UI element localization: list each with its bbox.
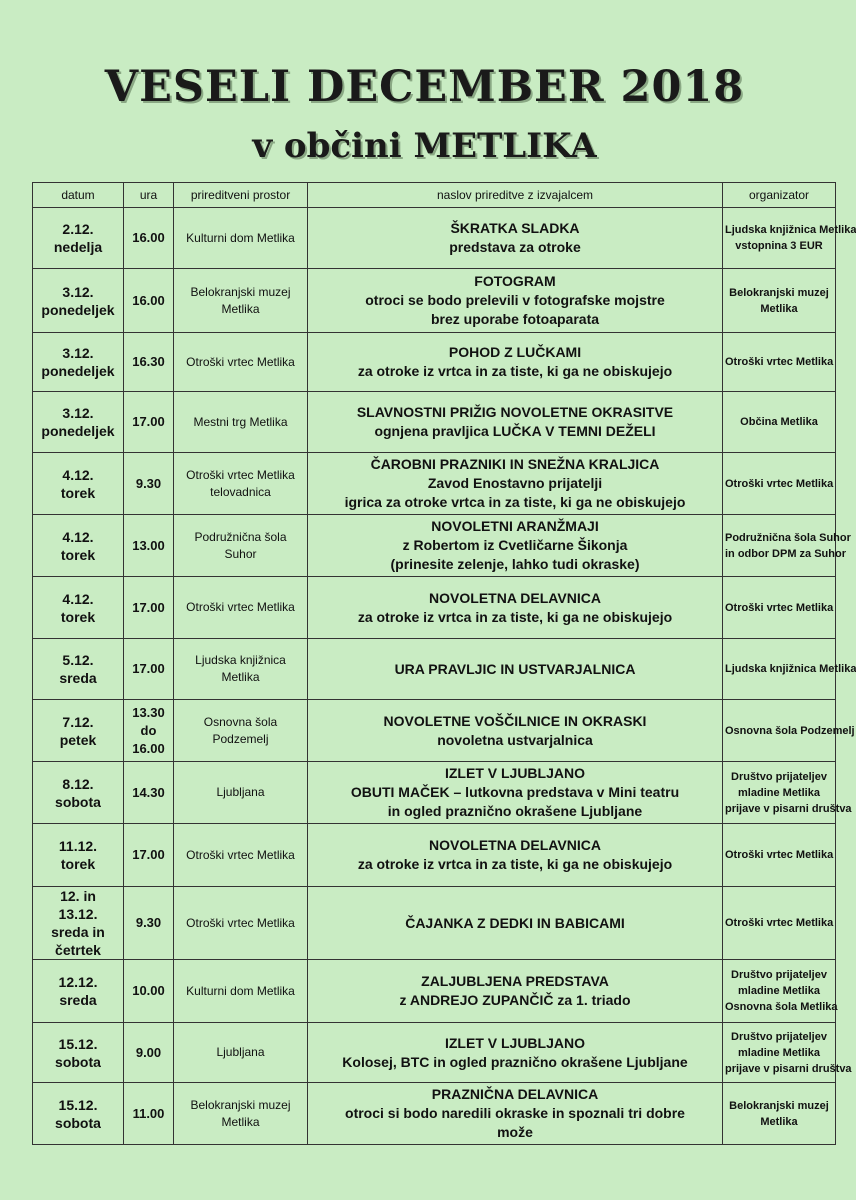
event-title-cell <box>308 887 723 960</box>
organizer-cell-line: vstopnina 3 EUR <box>735 240 823 252</box>
venue-cell-line: Belokranjski muzej <box>190 284 291 299</box>
event-title-cell <box>308 824 723 887</box>
venue-cell-line: Otroški vrtec Metlika <box>186 915 295 930</box>
column-header-title: naslov prireditve z izvajalcem <box>308 183 723 208</box>
venue-cell-line: Podružnična šola <box>194 529 287 544</box>
event-title-cell-line: Kolosej, BTC in ogled praznično okrašene Ljubljane <box>342 1053 688 1070</box>
time-cell-line: do <box>140 722 157 738</box>
date-cell-line: 8.12. <box>62 775 94 792</box>
event-title-cell-line: za otroke iz vrtca in za tiste, ki ga ne obiskujejo <box>357 608 673 625</box>
time-cell-line: 17.00 <box>132 599 165 615</box>
date-cell-line: 12.12. <box>58 974 98 990</box>
time-cell-line: 17.00 <box>132 847 165 862</box>
column-header-venue: prireditveni prostor <box>174 183 308 208</box>
organizer-cell-line: Belokranjski muzej <box>729 286 829 299</box>
event-title-cell <box>308 269 723 333</box>
organizer-cell-line: Podružnična šola Suhor <box>725 531 851 544</box>
page-subtitle: v občini METLIKA <box>252 126 597 166</box>
date-cell <box>33 515 124 577</box>
date-cell <box>33 762 124 824</box>
venue-cell <box>174 762 308 824</box>
venue-cell <box>174 1023 308 1083</box>
event-title-cell-line: ŠKRATKA SLADKA <box>450 220 580 236</box>
venue-cell <box>174 824 308 887</box>
time-cell <box>124 515 174 577</box>
venue-cell-line: Otroški vrtec Metlika <box>186 354 295 369</box>
event-title-cell <box>308 515 723 577</box>
table-header-row <box>33 183 836 208</box>
event-title-cell-line: ČAROBNI PRAZNIKI IN SNEŽNA KRALJICA <box>370 456 660 472</box>
event-title-cell-line: FOTOGRAM <box>474 273 556 289</box>
date-cell-line: 13.12. <box>58 906 98 922</box>
venue-cell-line: Podzemelj <box>212 731 269 746</box>
date-cell-line: 4.12. <box>62 466 94 483</box>
event-title-cell-line: za otroke iz vrtca in za tiste, ki ga ne obiskujejo <box>357 856 673 872</box>
event-title-cell-line: otroci se bodo prelevili v fotografske mojstre <box>365 292 665 308</box>
event-title-cell-line: ČAJANKA Z DEDKI IN BABICAMI <box>405 914 625 931</box>
organizer-cell-line: Osnovna šola Metlika <box>725 1001 838 1013</box>
time-cell-line: 13.00 <box>132 537 165 553</box>
organizer-cell-line: Otroški vrtec Metlika <box>725 917 834 929</box>
event-title-cell-line: in ogled praznično okrašene Ljubljane <box>387 803 643 819</box>
date-cell <box>33 887 124 960</box>
organizer-cell <box>723 333 836 392</box>
time-cell <box>124 1023 174 1083</box>
date-cell-line: 4.12. <box>62 590 94 607</box>
date-cell <box>33 1083 124 1145</box>
venue-cell-line: Metlika <box>221 1114 260 1129</box>
date-cell-line: 15.12. <box>58 1096 98 1113</box>
time-cell <box>124 824 174 887</box>
venue-cell <box>174 269 308 333</box>
event-title-cell-line: NOVOLETNE VOŠČILNICE IN OKRASKI <box>383 712 647 729</box>
table-row <box>33 208 836 269</box>
time-cell <box>124 577 174 639</box>
venue-cell <box>174 639 308 700</box>
event-title-cell-line: IZLET V LJUBLJANO <box>444 1034 585 1051</box>
date-cell-line: nedelja <box>53 239 103 255</box>
event-title-cell-line: za otroke iz vrtca in za tiste, ki ga ne obiskujejo <box>357 363 673 379</box>
date-cell-line: 11.12. <box>58 838 98 854</box>
date-cell <box>33 824 124 887</box>
table-row <box>33 453 836 515</box>
table-row <box>33 515 836 577</box>
column-header-organizer: organizator <box>723 183 836 208</box>
time-cell-line: 17.00 <box>132 414 165 429</box>
date-cell-line: 3.12. <box>62 405 94 421</box>
event-title-cell-line: POHOD Z LUČKAMI <box>448 344 582 360</box>
table-row <box>33 1023 836 1083</box>
event-title-cell-line: ognjena pravljica LUČKA V TEMNI DEŽELI <box>374 423 656 439</box>
organizer-cell <box>723 269 836 333</box>
time-cell-line: 9.30 <box>135 915 162 930</box>
time-cell-line: 13.30 <box>132 704 165 720</box>
organizer-cell <box>723 453 836 515</box>
venue-cell-line: Suhor <box>224 546 257 561</box>
venue-cell-line: telovadnica <box>210 484 271 499</box>
date-cell-line: ponedeljek <box>41 301 115 318</box>
date-cell-line: ponedeljek <box>41 363 115 379</box>
venue-cell <box>174 1083 308 1145</box>
date-cell <box>33 577 124 639</box>
time-cell-line: 16.00 <box>132 292 165 308</box>
organizer-cell-line: Društvo prijateljev <box>731 770 827 783</box>
time-cell-line: 14.30 <box>132 784 165 800</box>
venue-cell <box>174 515 308 577</box>
organizer-cell <box>723 208 856 269</box>
date-cell-line: sobota <box>55 1053 101 1070</box>
venue-cell <box>174 960 308 1023</box>
table-row <box>33 392 836 453</box>
date-cell <box>33 269 124 333</box>
organizer-cell-line: Ljudska knjižnica Metlika <box>725 663 856 675</box>
event-title-cell <box>308 1023 723 1083</box>
table-row <box>33 887 836 960</box>
time-cell <box>124 1083 174 1145</box>
organizer-cell <box>723 700 855 762</box>
venue-cell-line: Kulturni dom Metlika <box>186 983 295 998</box>
organizer-cell-line: Otroški vrtec Metlika <box>725 601 834 614</box>
date-cell-line: petek <box>59 731 97 748</box>
event-title-cell <box>308 333 723 392</box>
time-cell <box>124 333 174 392</box>
date-cell-line: 7.12. <box>62 713 94 730</box>
time-cell <box>124 392 174 453</box>
venue-cell <box>174 208 308 269</box>
time-cell <box>124 960 174 1023</box>
time-cell <box>124 269 174 333</box>
venue-cell-line: Ljudska knjižnica <box>195 653 286 667</box>
date-cell <box>33 960 124 1023</box>
date-cell-line: 2.12. <box>62 221 94 237</box>
page-title: VESELI DECEMBER 2018 <box>104 62 745 112</box>
table-row <box>33 1083 836 1145</box>
event-title-cell-line: Zavod Enostavno prijatelji <box>427 475 603 491</box>
event-title-cell-line: URA PRAVLJIC IN USTVARJALNICA <box>394 660 636 677</box>
table-row <box>33 577 836 639</box>
table-row <box>33 333 836 392</box>
venue-cell-line: Otroški vrtec Metlika <box>186 600 295 614</box>
time-cell-line: 16.30 <box>132 354 165 369</box>
venue-cell <box>174 453 308 515</box>
organizer-cell-line: Društvo prijateljev <box>731 1030 827 1043</box>
venue-cell-line: Metlika <box>221 301 260 316</box>
event-title-cell-line: OBUTI MAČEK – lutkovna predstava v Mini teatru <box>350 784 680 800</box>
event-title-cell-line: z Robertom iz Cvetličarne Šikonja <box>402 537 628 553</box>
event-title-cell-line: može <box>497 1124 533 1140</box>
date-cell-line: četrtek <box>55 942 101 958</box>
event-title-cell-line: SLAVNOSTNI PRIŽIG NOVOLETNE OKRASITVE <box>356 404 674 420</box>
date-cell-line: sreda in <box>51 924 105 940</box>
organizer-cell-line: Občina Metlika <box>740 416 818 428</box>
date-cell-line: torek <box>60 608 96 625</box>
venue-cell-line: Kulturni dom Metlika <box>186 230 295 245</box>
organizer-cell <box>723 762 852 824</box>
organizer-cell-line: Osnovna šola Podzemelj <box>725 724 855 737</box>
table-row <box>33 700 836 762</box>
time-cell-line: 9.00 <box>135 1044 162 1060</box>
organizer-cell-line: Metlika <box>760 302 798 315</box>
event-title-cell <box>308 208 723 269</box>
organizer-cell-line: prijave v pisarni društva <box>725 1062 852 1075</box>
time-cell <box>124 639 174 700</box>
venue-cell <box>174 333 308 392</box>
event-title-cell-line: (prinesite zelenje, lahko tudi okraske) <box>390 556 640 572</box>
event-title-cell-line: igrica za otroke vrtca in za tiste, ki ga ne obiskujejo <box>344 494 686 510</box>
table-row <box>33 762 836 824</box>
venue-cell <box>174 577 308 639</box>
organizer-cell-line: mladine Metlika <box>738 985 820 997</box>
date-cell-line: sobota <box>55 1114 101 1131</box>
venue-cell-line: Osnovna šola <box>203 714 278 729</box>
venue-cell-line: Ljubljana <box>216 1045 265 1059</box>
event-title-cell-line: ZALJUBLJENA PREDSTAVA <box>421 973 609 989</box>
event-title-cell <box>308 960 723 1023</box>
organizer-cell-line: mladine Metlika <box>738 786 820 799</box>
time-cell <box>124 208 174 269</box>
event-title-cell-line: IZLET V LJUBLJANO <box>444 765 585 781</box>
date-cell-line: sreda <box>59 670 97 686</box>
date-cell-line: torek <box>60 484 96 501</box>
time-cell-line: 16.00 <box>132 230 165 245</box>
date-cell-line: sobota <box>55 793 101 810</box>
organizer-cell <box>723 577 836 639</box>
event-title-cell <box>308 762 723 824</box>
organizer-cell <box>723 1023 852 1083</box>
date-cell-line: sreda <box>59 992 97 1008</box>
organizer-cell-line: mladine Metlika <box>738 1046 820 1059</box>
event-title-cell-line: brez uporabe fotoaparata <box>430 311 600 327</box>
event-title-cell-line: predstava za otroke <box>449 239 581 255</box>
event-title-cell <box>308 392 723 453</box>
date-cell-line: 3.12. <box>62 283 94 300</box>
events-table <box>32 182 856 1145</box>
organizer-cell-line: Otroški vrtec Metlika <box>725 356 834 368</box>
event-title-cell-line: NOVOLETNA DELAVNICA <box>429 837 601 853</box>
venue-cell-line: Mestni trg Metlika <box>193 414 288 429</box>
time-cell-line: 9.30 <box>135 475 162 491</box>
time-cell-line: 11.00 <box>132 1105 165 1121</box>
organizer-cell <box>723 887 836 960</box>
organizer-cell <box>723 824 836 887</box>
organizer-cell <box>723 392 836 453</box>
organizer-cell-line: Otroški vrtec Metlika <box>725 477 834 490</box>
time-cell <box>124 700 174 762</box>
date-cell-line: ponedeljek <box>41 423 115 439</box>
venue-cell-line: Ljubljana <box>216 785 265 799</box>
date-cell-line: 3.12. <box>62 345 94 361</box>
time-cell <box>124 762 174 824</box>
date-cell-line: torek <box>60 856 96 872</box>
time-cell-line: 17.00 <box>132 661 165 676</box>
event-title-cell <box>308 639 723 700</box>
date-cell-line: 5.12. <box>62 652 94 668</box>
date-cell <box>33 453 124 515</box>
organizer-cell <box>723 639 856 700</box>
event-title-cell <box>308 453 723 515</box>
date-cell-line: 15.12. <box>58 1035 98 1052</box>
event-title-cell-line: NOVOLETNA DELAVNICA <box>429 589 601 606</box>
date-cell <box>33 639 124 700</box>
venue-cell <box>174 700 308 762</box>
organizer-cell <box>723 960 836 1023</box>
date-cell-line: 4.12. <box>62 528 94 545</box>
table-row <box>33 824 836 887</box>
event-title-cell-line: z ANDREJO ZUPANČIČ za 1. triado <box>399 992 631 1008</box>
venue-cell <box>174 392 308 453</box>
time-cell <box>124 453 174 515</box>
organizer-cell-line: Otroški vrtec Metlika <box>725 849 834 861</box>
date-cell <box>33 208 124 269</box>
organizer-cell-line: prijave v pisarni društva <box>725 802 852 815</box>
event-title-cell-line: otroci si bodo naredili okraske in spoznali tri dobre <box>345 1105 685 1121</box>
venue-cell-line: Metlika <box>221 670 260 684</box>
venue-cell-line: Otroški vrtec Metlika <box>186 847 295 862</box>
event-title-cell <box>308 1083 723 1145</box>
event-title-cell <box>308 577 723 639</box>
date-cell-line: 12. in <box>60 888 96 904</box>
event-title-cell-line: novoletna ustvarjalnica <box>437 731 593 748</box>
time-cell-line: 10.00 <box>132 983 165 998</box>
time-cell <box>124 887 174 960</box>
organizer-cell-line: Ljudska knjižnica Metlika <box>725 224 856 236</box>
table-body <box>33 208 856 1145</box>
time-cell-line: 16.00 <box>132 740 165 756</box>
organizer-cell <box>723 1083 836 1145</box>
organizer-cell-line: Belokranjski muzej <box>729 1099 829 1112</box>
column-header-time: ura <box>124 183 174 208</box>
organizer-cell-line: in odbor DPM za Suhor <box>725 547 846 560</box>
event-title-cell-line: NOVOLETNI ARANŽMAJI <box>431 518 599 534</box>
table-row <box>33 269 836 333</box>
organizer-cell-line: Metlika <box>760 1115 798 1128</box>
date-cell <box>33 333 124 392</box>
organizer-cell-line: Društvo prijateljev <box>731 969 827 981</box>
date-cell <box>33 700 124 762</box>
venue-cell <box>174 887 308 960</box>
event-title-cell <box>308 700 723 762</box>
organizer-cell <box>723 515 851 577</box>
date-cell-line: torek <box>60 546 96 563</box>
table-row <box>33 639 836 700</box>
column-header-date: datum <box>33 183 124 208</box>
venue-cell-line: Belokranjski muzej <box>190 1097 291 1112</box>
venue-cell-line: Otroški vrtec Metlika <box>186 467 295 482</box>
date-cell <box>33 392 124 453</box>
date-cell <box>33 1023 124 1083</box>
event-title-cell-line: PRAZNIČNA DELAVNICA <box>431 1086 599 1102</box>
table-row <box>33 960 836 1023</box>
